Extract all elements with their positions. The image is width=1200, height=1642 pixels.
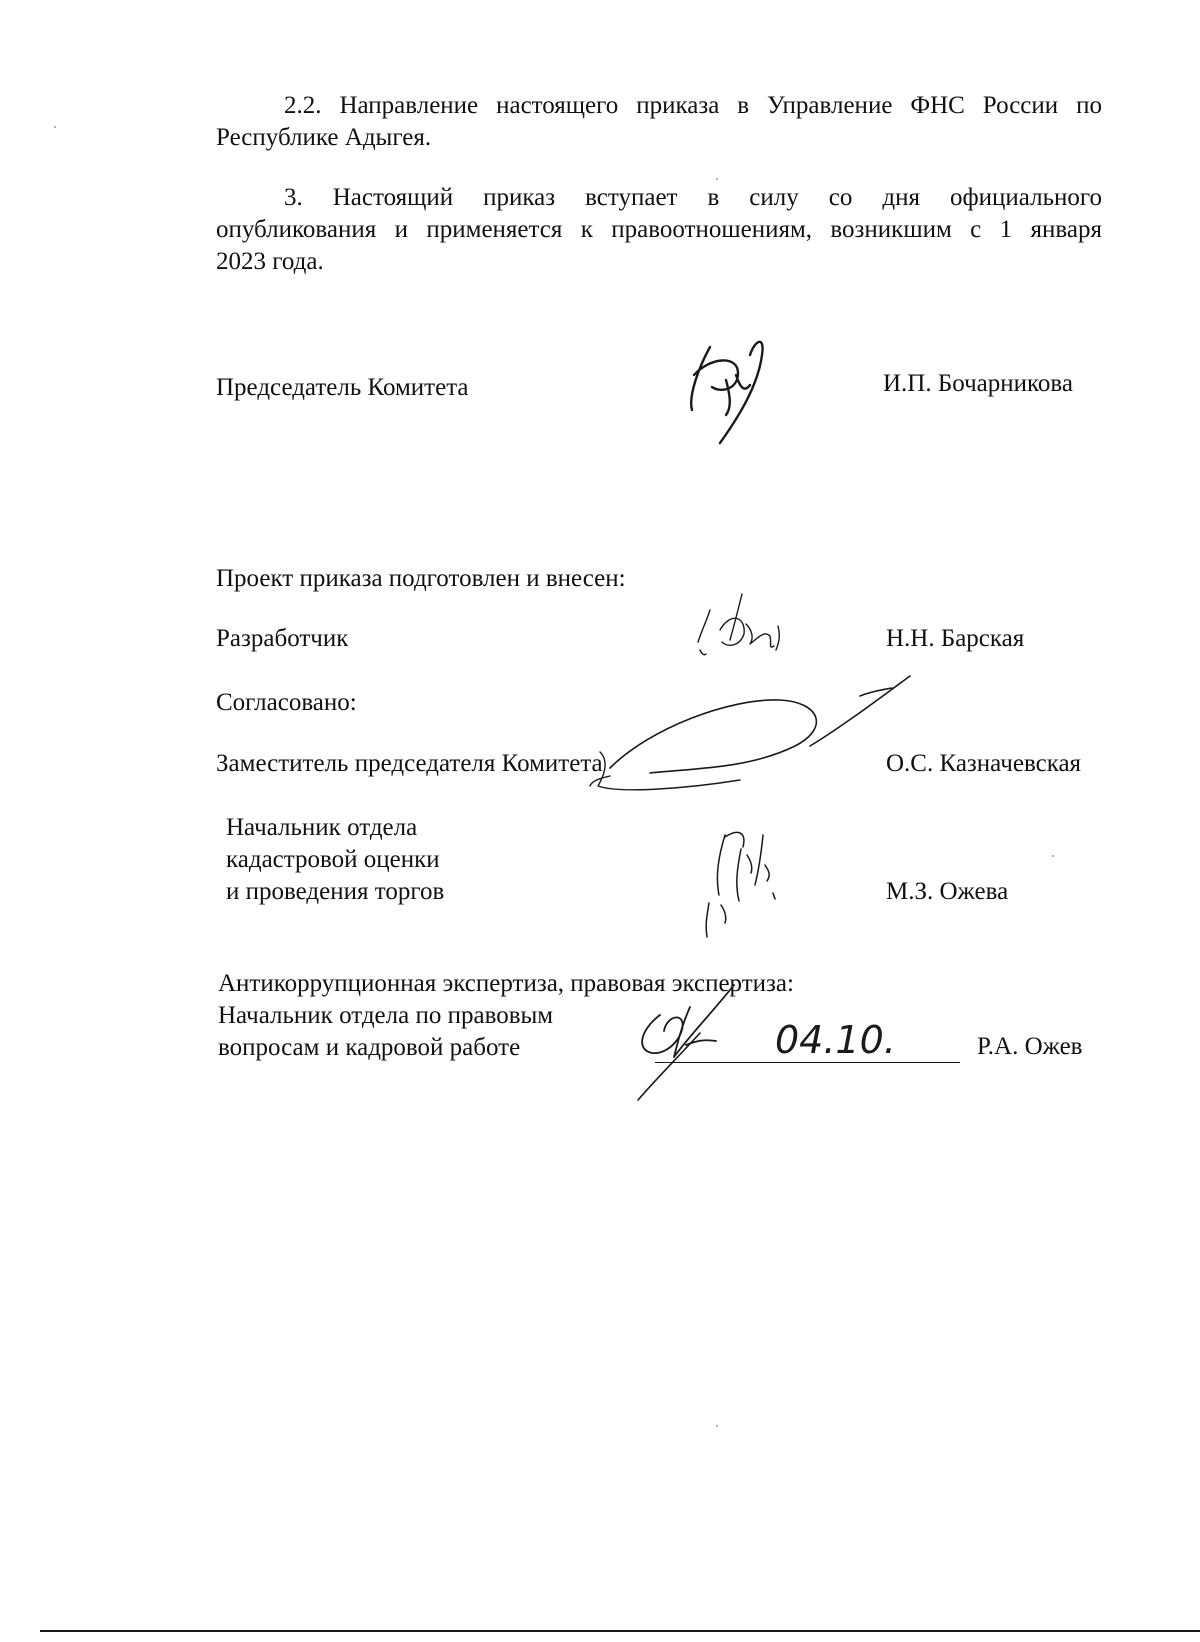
legal-handwritten-date: 04.10. (775, 1018, 896, 1062)
legal-title-line-1: Начальник отдела по правовым (218, 1002, 554, 1029)
legal-signature (630, 975, 770, 1105)
developer-title: Разработчик (216, 625, 349, 652)
scan-speck (716, 1425, 718, 1427)
page-bottom-rule (40, 1630, 1200, 1632)
chairman-title: Председатель Комитета (216, 374, 469, 401)
expertise-heading: Антикоррупционная экспертиза, правовая экспертиза: (218, 970, 794, 997)
paragraph-3 (216, 182, 1102, 278)
agreed-heading: Согласовано: (216, 689, 357, 716)
cadastral-signature (685, 815, 795, 945)
scan-speck (54, 126, 56, 128)
paragraph-3-line-3: 2023 года. (216, 248, 324, 275)
cadastral-title (226, 812, 444, 908)
paragraph-3-line-2: опубликования и применяется к правоотношениям, возникшим с 1 января (216, 216, 1102, 243)
developer-signature (680, 590, 800, 670)
paragraph-2-2 (216, 90, 1102, 154)
scan-speck (716, 178, 718, 180)
developer-name: Н.Н. Барская (886, 625, 1025, 652)
cadastral-title-line-3: и проведения торгов (226, 878, 445, 905)
deputy-name: О.С. Казначевская (886, 750, 1082, 777)
paragraph-2-2-text: 2.2. Направление настоящего приказа в Управление ФНС России по Республике Адыгея. (216, 92, 1102, 151)
legal-title (218, 1000, 553, 1064)
project-heading: Проект приказа подготовлен и внесен: (216, 565, 626, 592)
chairman-name: И.П. Бочарникова (883, 370, 1073, 397)
deputy-signature (580, 668, 920, 798)
paragraph-3-line-1: 3. Настоящий приказ вступает в силу со дня официального (284, 184, 1102, 211)
deputy-title: Заместитель председателя Комитета (216, 750, 603, 777)
cadastral-title-line-1: Начальник отдела (226, 814, 418, 841)
legal-name: Р.А. Ожев (977, 1033, 1083, 1060)
chairman-signature (680, 335, 790, 450)
cadastral-name: М.З. Ожева (886, 878, 1009, 905)
cadastral-title-line-2: кадастровой оценки (226, 846, 440, 873)
scan-speck (1052, 855, 1054, 857)
legal-title-line-2: вопросам и кадровой работе (218, 1034, 521, 1061)
